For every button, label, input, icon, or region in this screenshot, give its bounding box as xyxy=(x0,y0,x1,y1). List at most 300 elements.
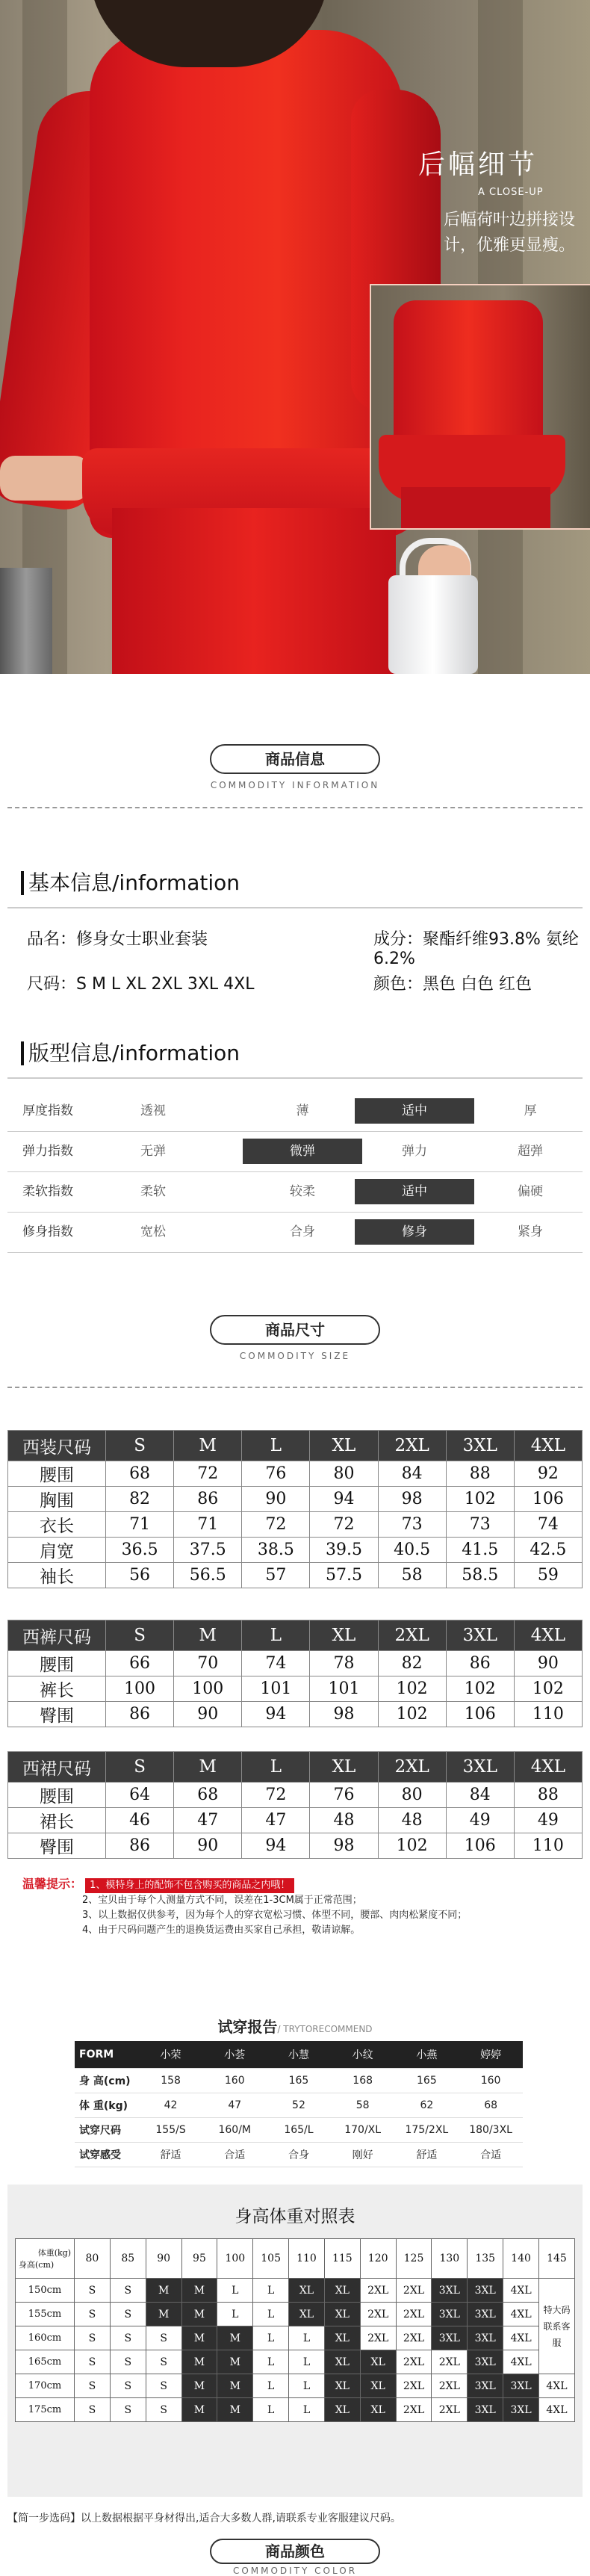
size-column-header: M xyxy=(174,1752,242,1783)
white-handbag xyxy=(388,575,478,674)
hw-size-cell: S xyxy=(146,2326,181,2350)
trial-value: 160/M xyxy=(202,2118,267,2143)
hw-size-cell: 4XL xyxy=(538,2398,574,2422)
tips-title: 温馨提示： xyxy=(22,1877,83,1891)
hw-size-cell: M xyxy=(146,2279,181,2303)
size-value: 106 xyxy=(446,1702,514,1727)
size-value: 90 xyxy=(242,1487,310,1512)
hw-size-cell: S xyxy=(110,2303,146,2326)
hw-height-label: 175cm xyxy=(16,2398,75,2422)
hw-size-cell: M xyxy=(217,2326,253,2350)
hw-size-cell: M xyxy=(181,2303,217,2326)
trial-row-label: 试穿感受 xyxy=(75,2143,139,2167)
hero-description xyxy=(388,208,575,258)
version-option-selected: 适中 xyxy=(355,1179,474,1204)
size-table-row xyxy=(8,1487,583,1512)
size-value: 74 xyxy=(242,1651,310,1676)
size-value: 90 xyxy=(174,1833,242,1859)
hw-corner xyxy=(16,2239,75,2279)
version-row-label: 柔软指数 xyxy=(22,1184,73,1199)
hw-row xyxy=(16,2279,575,2303)
size-value: 56.5 xyxy=(174,1563,242,1588)
size-table-row xyxy=(8,1833,583,1859)
size-value: 86 xyxy=(446,1651,514,1676)
trial-report-title xyxy=(0,2015,590,2037)
hw-size-cell: S xyxy=(146,2398,181,2422)
hw-size-cell: XL xyxy=(324,2350,360,2374)
measure-label: 臀围 xyxy=(8,1833,106,1859)
hw-size-cell: XL xyxy=(324,2303,360,2326)
trial-value: 68 xyxy=(459,2093,523,2118)
trial-row xyxy=(75,2069,523,2093)
measure-label: 腰围 xyxy=(8,1783,106,1808)
size-value: 101 xyxy=(242,1676,310,1702)
measure-label: 腰围 xyxy=(8,1651,106,1676)
section-subtitle: COMMODITY INFORMATION xyxy=(210,780,380,790)
hw-height-label: 155cm xyxy=(16,2303,75,2326)
trial-value: 175/2XL xyxy=(395,2118,459,2143)
version-row-label: 弹力指数 xyxy=(22,1144,73,1159)
hw-size-cell: 3XL xyxy=(468,2326,503,2350)
hw-size-cell: XL xyxy=(324,2374,360,2398)
hw-size-cell: 2XL xyxy=(396,2326,432,2350)
size-column-header: 3XL xyxy=(446,1431,514,1461)
trial-column-header: 小慧 xyxy=(267,2041,331,2069)
trial-value: 160 xyxy=(459,2069,523,2093)
size-value: 102 xyxy=(378,1702,446,1727)
size-value: 102 xyxy=(378,1676,446,1702)
hw-header-row xyxy=(16,2239,575,2279)
hero-desc-line: 计，优雅更显瘦。 xyxy=(443,236,575,255)
size-value: 57 xyxy=(242,1563,310,1588)
hw-size-cell: L xyxy=(253,2398,289,2422)
hw-size-cell: XL xyxy=(324,2398,360,2422)
size-value: 80 xyxy=(310,1461,378,1487)
hw-size-cell: S xyxy=(110,2350,146,2374)
tips-line: 4、由于尺码问题产生的退换货运费由买家自己承担，敬请谅解。 xyxy=(82,1925,361,1936)
hw-corner-weight: 体重(kg) xyxy=(37,2248,71,2258)
size-table-row xyxy=(8,1563,583,1588)
trial-value: 62 xyxy=(395,2093,459,2118)
size-value: 101 xyxy=(310,1676,378,1702)
size-value: 57.5 xyxy=(310,1563,378,1588)
size-value: 46 xyxy=(106,1808,174,1833)
size-value: 102 xyxy=(514,1676,582,1702)
inset-skirt xyxy=(401,487,550,530)
hw-size-cell: M xyxy=(181,2350,217,2374)
size-value: 90 xyxy=(174,1702,242,1727)
size-value: 76 xyxy=(242,1461,310,1487)
hw-size-cell: M xyxy=(217,2350,253,2374)
section-title: 商品颜色 xyxy=(210,2539,380,2564)
hw-corner-height: 身高(cm) xyxy=(19,2260,55,2270)
hw-size-cell: M xyxy=(217,2398,253,2422)
dashed-divider xyxy=(7,1387,583,1388)
size-value: 48 xyxy=(310,1808,378,1833)
trial-value: 165 xyxy=(395,2069,459,2093)
hw-size-cell: 3XL xyxy=(468,2303,503,2326)
size-value: 41.5 xyxy=(446,1538,514,1563)
hw-size-cell: 2XL xyxy=(432,2374,468,2398)
jacket-size-table xyxy=(7,1430,583,1588)
trial-value: 158 xyxy=(139,2069,203,2093)
size-value: 94 xyxy=(310,1487,378,1512)
hw-weight-header: 90 xyxy=(146,2239,181,2279)
hw-size-cell: 4XL xyxy=(503,2279,539,2303)
hw-size-cell: M xyxy=(181,2326,217,2350)
size-table-row xyxy=(8,1461,583,1487)
row-divider xyxy=(7,1252,583,1253)
hw-size-cell: 3XL xyxy=(503,2374,539,2398)
trial-column-header: FORM xyxy=(75,2041,139,2069)
height-weight-table xyxy=(15,2238,575,2422)
hw-size-cell: XL xyxy=(360,2350,396,2374)
version-option-selected: 修身 xyxy=(355,1219,474,1245)
trial-title-text: 试穿报告 xyxy=(217,2018,278,2036)
version-option: 无弹 xyxy=(140,1144,166,1159)
size-value: 72 xyxy=(242,1783,310,1808)
size-column-header: L xyxy=(242,1431,310,1461)
closeup-inset-photo xyxy=(370,284,590,530)
size-value: 98 xyxy=(310,1702,378,1727)
red-skirt xyxy=(112,508,396,674)
section-title: 商品信息 xyxy=(210,744,380,774)
hw-weight-header: 120 xyxy=(360,2239,396,2279)
trial-row xyxy=(75,2093,523,2118)
hw-size-cell: 3XL xyxy=(468,2279,503,2303)
size-value: 37.5 xyxy=(174,1538,242,1563)
trial-value: 165/L xyxy=(267,2118,331,2143)
hw-size-cell: 4XL xyxy=(503,2303,539,2326)
measure-label: 肩宽 xyxy=(8,1538,106,1563)
size-column-header: M xyxy=(174,1431,242,1461)
hw-size-cell: M xyxy=(181,2398,217,2422)
basic-info-title: 基本信息/information xyxy=(21,871,240,895)
product-name: 品名：修身女士职业套装 xyxy=(27,930,208,949)
trial-column-header: 小荣 xyxy=(139,2041,203,2069)
version-row-label: 厚度指数 xyxy=(22,1103,73,1118)
size-value: 74 xyxy=(514,1512,582,1538)
trial-value: 155/S xyxy=(139,2118,203,2143)
size-table-row xyxy=(8,1808,583,1833)
version-option: 柔软 xyxy=(140,1184,166,1199)
hw-size-cell: XL xyxy=(360,2374,396,2398)
size-value: 40.5 xyxy=(378,1538,446,1563)
hw-size-cell: 3XL xyxy=(468,2398,503,2422)
trial-value: 52 xyxy=(267,2093,331,2118)
trial-value: 58 xyxy=(331,2093,395,2118)
version-option: 弹力 xyxy=(402,1144,427,1159)
size-advice-note: 【简一步选码】以上数据根据平身材得出,适合大多数人群,请联系专业客服建议尺码。 xyxy=(7,2512,401,2524)
size-value: 94 xyxy=(242,1833,310,1859)
hw-size-cell: 3XL xyxy=(468,2350,503,2374)
size-value: 110 xyxy=(514,1702,582,1727)
hw-size-cell: M xyxy=(181,2279,217,2303)
size-value: 42.5 xyxy=(514,1538,582,1563)
version-option: 透视 xyxy=(140,1103,166,1118)
hw-size-cell: 4XL xyxy=(503,2350,539,2374)
version-option: 偏硬 xyxy=(518,1184,543,1199)
size-table-header-row xyxy=(8,1620,583,1651)
version-option-selected: 适中 xyxy=(355,1098,474,1124)
size-value: 73 xyxy=(378,1512,446,1538)
commodity-color-header xyxy=(0,2539,590,2576)
size-column-header: XL xyxy=(310,1752,378,1783)
size-value: 39.5 xyxy=(310,1538,378,1563)
hw-size-cell: L xyxy=(253,2303,289,2326)
trial-value: 合身 xyxy=(267,2143,331,2167)
size-column-header: 2XL xyxy=(378,1620,446,1651)
version-row xyxy=(0,1131,590,1171)
hw-size-cell: S xyxy=(75,2303,111,2326)
hw-size-cell: S xyxy=(110,2398,146,2422)
commodity-size-header xyxy=(0,1315,590,1361)
hw-size-cell: L xyxy=(217,2303,253,2326)
size-column-header: S xyxy=(106,1620,174,1651)
hero-subtitle: A CLOSE-UP xyxy=(478,187,544,198)
hw-size-cell: S xyxy=(75,2279,111,2303)
size-value: 102 xyxy=(446,1487,514,1512)
hw-size-cell: S xyxy=(75,2326,111,2350)
version-option: 合身 xyxy=(290,1224,315,1239)
hw-size-cell: S xyxy=(146,2374,181,2398)
size-value: 102 xyxy=(446,1676,514,1702)
trial-row-label: 体 重(kg) xyxy=(75,2093,139,2118)
hw-size-cell: S xyxy=(110,2279,146,2303)
section-subtitle: COMMODITY SIZE xyxy=(239,1351,351,1361)
hw-size-cell: 3XL xyxy=(468,2374,503,2398)
trial-column-header: 小纹 xyxy=(331,2041,395,2069)
size-table-row xyxy=(8,1651,583,1676)
hw-height-label: 150cm xyxy=(16,2279,75,2303)
hw-size-cell: 3XL xyxy=(432,2326,468,2350)
hw-size-cell: XL xyxy=(289,2303,325,2326)
hw-size-cell: L xyxy=(253,2279,289,2303)
size-column-header: XL xyxy=(310,1431,378,1461)
size-value: 72 xyxy=(174,1461,242,1487)
size-column-header: 3XL xyxy=(446,1752,514,1783)
trial-value: 168 xyxy=(331,2069,395,2093)
trial-column-header: 小荟 xyxy=(202,2041,267,2069)
hw-weight-header: 125 xyxy=(396,2239,432,2279)
version-option: 较柔 xyxy=(290,1184,315,1199)
size-value: 84 xyxy=(446,1783,514,1808)
hw-weight-header: 105 xyxy=(253,2239,289,2279)
size-value: 59 xyxy=(514,1563,582,1588)
tips-line: 3、以上数据仅供参考，因为每个人的穿衣宽松习惯、体型不同，腰部、肉肉松紧度不同； xyxy=(82,1910,468,1921)
trial-row xyxy=(75,2118,523,2143)
hw-size-cell: 2XL xyxy=(360,2279,396,2303)
size-value: 92 xyxy=(514,1461,582,1487)
size-value: 68 xyxy=(174,1783,242,1808)
hw-weight-header: 100 xyxy=(217,2239,253,2279)
hw-size-cell: M xyxy=(217,2374,253,2398)
size-column-header: S xyxy=(106,1431,174,1461)
version-row-label: 修身指数 xyxy=(22,1224,73,1239)
hw-size-cell: XL xyxy=(360,2398,396,2422)
hw-size-cell: 2XL xyxy=(396,2279,432,2303)
measure-label: 胸围 xyxy=(8,1487,106,1512)
version-option-selected: 微弹 xyxy=(243,1139,362,1164)
measure-label: 腰围 xyxy=(8,1461,106,1487)
size-table-row xyxy=(8,1783,583,1808)
hw-size-cell: 3XL xyxy=(432,2303,468,2326)
hw-size-cell: S xyxy=(110,2374,146,2398)
size-value: 36.5 xyxy=(106,1538,174,1563)
size-table-corner: 西裤尺码 xyxy=(8,1620,106,1651)
size-value: 88 xyxy=(514,1783,582,1808)
size-value: 86 xyxy=(106,1833,174,1859)
size-value: 68 xyxy=(106,1461,174,1487)
divider xyxy=(7,907,583,908)
trial-row-label: 身 高(cm) xyxy=(75,2069,139,2093)
background-pole xyxy=(0,568,52,674)
trial-value: 180/3XL xyxy=(459,2118,523,2143)
version-option: 薄 xyxy=(296,1103,309,1118)
size-table-header-row xyxy=(8,1431,583,1461)
size-value: 48 xyxy=(378,1808,446,1833)
dashed-divider xyxy=(7,807,583,808)
size-value: 70 xyxy=(174,1651,242,1676)
size-column-header: M xyxy=(174,1620,242,1651)
size-column-header: 4XL xyxy=(514,1752,582,1783)
hw-row xyxy=(16,2374,575,2398)
hw-size-cell: XL xyxy=(324,2279,360,2303)
hw-weight-header: 110 xyxy=(289,2239,325,2279)
tips-line: 1、模特身上的配饰不包含购买的商品之内哦！ xyxy=(85,1878,294,1893)
version-row xyxy=(0,1091,590,1131)
size-column-header: S xyxy=(106,1752,174,1783)
hw-size-cell: 3XL xyxy=(503,2398,539,2422)
hw-size-cell: 2XL xyxy=(432,2398,468,2422)
hw-size-cell: L xyxy=(289,2326,325,2350)
version-row xyxy=(0,1171,590,1212)
size-value: 71 xyxy=(174,1512,242,1538)
hw-size-cell: 4XL xyxy=(538,2374,574,2398)
size-value: 98 xyxy=(310,1833,378,1859)
size-value: 94 xyxy=(242,1702,310,1727)
size-value: 56 xyxy=(106,1563,174,1588)
product-colors: 颜色：黑色 白色 红色 xyxy=(373,975,532,994)
size-table-corner: 西裙尺码 xyxy=(8,1752,106,1783)
section-subtitle: COMMODITY COLOR xyxy=(232,2566,358,2576)
size-value: 100 xyxy=(106,1676,174,1702)
measure-label: 裙长 xyxy=(8,1808,106,1833)
size-table-row xyxy=(8,1702,583,1727)
size-value: 106 xyxy=(514,1487,582,1512)
hero-desc-line: 后幅荷叶边拼接设 xyxy=(443,211,575,229)
hw-size-cell: S xyxy=(75,2350,111,2374)
hw-size-cell: 2XL xyxy=(360,2326,396,2350)
trial-value: 合适 xyxy=(459,2143,523,2167)
trial-row xyxy=(75,2143,523,2167)
size-value: 71 xyxy=(106,1512,174,1538)
size-column-header: XL xyxy=(310,1620,378,1651)
size-column-header: 2XL xyxy=(378,1431,446,1461)
size-value: 38.5 xyxy=(242,1538,310,1563)
trial-value: 47 xyxy=(202,2093,267,2118)
size-value: 73 xyxy=(446,1512,514,1538)
trial-subtitle: / TRYTORECOMMEND xyxy=(277,2024,373,2034)
divider xyxy=(7,1077,583,1079)
size-value: 49 xyxy=(514,1808,582,1833)
size-table-header-row xyxy=(8,1752,583,1783)
commodity-info-header xyxy=(0,744,590,790)
hw-size-cell: L xyxy=(289,2350,325,2374)
trial-value: 舒适 xyxy=(139,2143,203,2167)
hw-size-cell: M xyxy=(181,2374,217,2398)
hero-title: 后幅细节 xyxy=(418,149,538,180)
hw-size-cell: 2XL xyxy=(396,2374,432,2398)
measure-label: 衣长 xyxy=(8,1512,106,1538)
size-value: 47 xyxy=(174,1808,242,1833)
size-value: 90 xyxy=(514,1651,582,1676)
hw-weight-header: 115 xyxy=(324,2239,360,2279)
trial-value: 160 xyxy=(202,2069,267,2093)
trial-report-table xyxy=(75,2041,523,2167)
hw-size-cell: L xyxy=(253,2326,289,2350)
hw-size-cell: S xyxy=(146,2350,181,2374)
model-hand xyxy=(0,456,90,501)
hw-weight-header: 80 xyxy=(75,2239,111,2279)
size-column-header: 3XL xyxy=(446,1620,514,1651)
size-value: 76 xyxy=(310,1783,378,1808)
size-value: 86 xyxy=(106,1702,174,1727)
hw-size-cell: L xyxy=(253,2374,289,2398)
version-info-title: 版型信息/information xyxy=(21,1041,240,1065)
trial-value: 42 xyxy=(139,2093,203,2118)
measure-label: 臀围 xyxy=(8,1702,106,1727)
trial-row-label: 试穿尺码 xyxy=(75,2118,139,2143)
trial-value: 合适 xyxy=(202,2143,267,2167)
version-option: 宽松 xyxy=(140,1224,166,1239)
hw-size-cell: M xyxy=(146,2303,181,2326)
hw-size-cell: L xyxy=(217,2279,253,2303)
size-value: 82 xyxy=(378,1651,446,1676)
size-value: 100 xyxy=(174,1676,242,1702)
hw-weight-header: 135 xyxy=(468,2239,503,2279)
size-value: 110 xyxy=(514,1833,582,1859)
hw-special-note: 特大码联系客服 xyxy=(538,2279,574,2374)
hw-size-cell: XL xyxy=(289,2279,325,2303)
hw-size-cell: 2XL xyxy=(396,2303,432,2326)
hw-weight-header: 95 xyxy=(181,2239,217,2279)
size-value: 72 xyxy=(242,1512,310,1538)
hw-weight-header: 130 xyxy=(432,2239,468,2279)
version-row xyxy=(0,1212,590,1252)
hw-size-cell: L xyxy=(289,2398,325,2422)
version-option: 厚 xyxy=(524,1103,537,1118)
hw-size-cell: S xyxy=(75,2398,111,2422)
hw-size-cell: S xyxy=(110,2326,146,2350)
size-value: 80 xyxy=(378,1783,446,1808)
hw-size-cell: 3XL xyxy=(432,2279,468,2303)
size-value: 88 xyxy=(446,1461,514,1487)
hw-size-cell: XL xyxy=(324,2326,360,2350)
size-column-header: 4XL xyxy=(514,1620,582,1651)
size-value: 102 xyxy=(378,1833,446,1859)
hw-size-cell: 4XL xyxy=(503,2326,539,2350)
hw-height-label: 160cm xyxy=(16,2326,75,2350)
size-table-corner: 西装尺码 xyxy=(8,1431,106,1461)
hero-photo xyxy=(0,0,590,674)
size-value: 78 xyxy=(310,1651,378,1676)
hw-size-cell: 2XL xyxy=(360,2303,396,2326)
pants-size-table xyxy=(7,1620,583,1727)
size-table-row xyxy=(8,1538,583,1563)
hw-height-label: 165cm xyxy=(16,2350,75,2374)
size-column-header: 2XL xyxy=(378,1752,446,1783)
